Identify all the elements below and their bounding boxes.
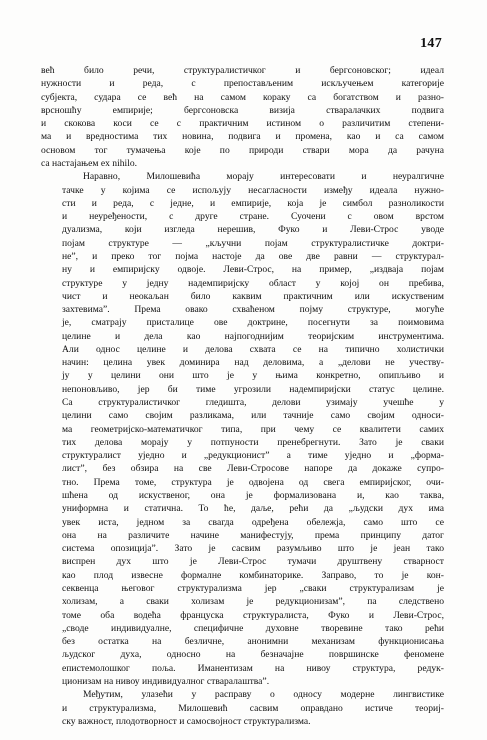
text-line: холизам, а сваки холизам је редукционизам”, па следствено <box>62 596 444 608</box>
text-line: ма и вредностима тих новина, подвига и промена, као и са самом <box>41 131 444 143</box>
text-line: целини само својим разликама, или тачније само својим односи- <box>62 410 444 422</box>
text-line: ма геометријско-математичког типа, при чему се квалитети самих <box>62 423 444 435</box>
text-line: непоновљиво, јер би тиме угрозили надемпиријски статус целине. <box>62 383 444 395</box>
paragraph <box>41 688 444 728</box>
text-line: униформна и статична. То ће, даље, рећи да „људски дух има <box>62 503 444 515</box>
text-line: виспрен дух што је Леви-Строс тумачи друштвену стварност <box>62 556 444 568</box>
text-line: Са структуралистичког гледишта, делови узимају учешће у <box>62 397 444 409</box>
text-line: структуралист уједно и „редукционист” а тиме уједно и „форма- <box>62 450 444 462</box>
text-line: је, сматрају присталице ове доктрине, посегнути за поимовима <box>62 317 444 329</box>
text-line: појам структуре — „кључни појам структуралистичке доктри- <box>62 237 444 249</box>
text-line: Наравно, Милошевића морају интересовати и неуралгичне <box>83 171 444 183</box>
text-line: „своде индивидуалне, специфичне духовне творевине тако рећи <box>62 622 444 634</box>
text-line: начин: целина увек доминира над деловима, а „делови не учеству- <box>62 357 444 369</box>
text-line: тачке у којима се испољују несагласности између идеала нужно- <box>62 184 444 196</box>
text-line: Међутим, улазећи у расправу о односу модерне лингвистике <box>83 689 444 701</box>
page-number: 147 <box>420 36 442 51</box>
text-line: увек иста, једном за свагда одређена обележја, само што се <box>62 516 444 528</box>
text-line: нужности и реда, с препостављеним искључењем категорије <box>41 78 444 90</box>
text-line: шћена од искуственог, она је формализована и, као таква, <box>62 490 444 501</box>
text-line: епистемолошког поља. Иманентизам на нивоу структура, редук- <box>62 662 444 674</box>
text-line: врсношћу емпирије; бергсоновска визија стваралачких подвига <box>41 104 444 116</box>
text-line: субјекта, судара се већ на самом кораку са богатством и разно- <box>41 91 444 103</box>
text-line: без остатка на безличне, анонимни механизам функционисања <box>62 636 444 648</box>
text-line: тих делова морају у потпуности пренебрегнути. Зато је сваки <box>62 436 444 448</box>
text-line: структуре у једну надемпиријску област у којој он пребива, <box>62 277 444 289</box>
text-line: не”, и преко тог појма настоје да ове две равни — структурал- <box>62 250 444 262</box>
text-line: и структурализма, Милошевић сасвим оправдано истиче теориј- <box>62 702 444 714</box>
text-line: већ било речи, структуралистичког и бергсоновског; идеал <box>41 65 444 76</box>
text-line: као плод извесне формалне комбинаторике. Заправо, то је кон- <box>62 569 444 581</box>
text-line: Али однос целине и делова схвата се на типично холистички <box>62 343 444 355</box>
body-text <box>41 64 444 728</box>
text-line: лист”, без обзира на све Леви-Стросове напоре да докаже супро- <box>62 463 444 475</box>
text-line: система опозиција”. Зато је сасвим разумљиво што је јеан тако <box>62 543 444 555</box>
text-line: она на различите начине манифестују, према принципу датог <box>62 529 444 541</box>
text-line: и неуређености, с друге стране. Суочени с овом врстом <box>62 211 444 223</box>
text-line: ску важност, плодотворност и самосвојност структурализма. <box>62 715 311 727</box>
text-line: људског духа, односно на безначајне површинске феномене <box>62 649 444 661</box>
text-line: сти и реда, с једне, и емпирије, која је симбол разноликости <box>62 197 444 209</box>
paragraph <box>41 64 444 170</box>
text-line: дуализма, који изгледа нерешив, Фуко и Леви-Строс уводе <box>62 224 444 236</box>
text-line: тно. Према томе, структура је одвојена од свега емпиријског, очи- <box>62 476 444 488</box>
text-line: ционизам на нивоу индивидуалног стваралаштва”. <box>62 675 270 687</box>
text-line: и скокова коси се с практичним истином о различитим степени- <box>41 118 444 130</box>
text-line: целине и дела као најпогоднијим теоријским инструментима. <box>62 330 444 342</box>
text-line: захтевима”. Према овако схваћеном појму структуре, могуће <box>62 304 444 316</box>
text-line: ју у целини они што је у њима конкретно, опипљиво и <box>62 370 444 382</box>
paragraph <box>41 170 444 688</box>
text-line: основом тог тумачења које по природи ствари мора да рачуна <box>41 144 444 156</box>
text-line: ну и емпиријску одвоје. Леви-Строс, на пример, „издваја појам <box>62 264 444 276</box>
text-line: са настајањем ex nihilo. <box>41 157 138 169</box>
text-line: секвенца његовог структурализма јер „сваки структурализам је <box>62 582 444 594</box>
text-line: томе оба водећа француска структуралиста, Фуко и Леви-Строс, <box>62 609 444 621</box>
text-line: чист и неокаљан било каквим практичним или искуственим <box>62 290 444 302</box>
